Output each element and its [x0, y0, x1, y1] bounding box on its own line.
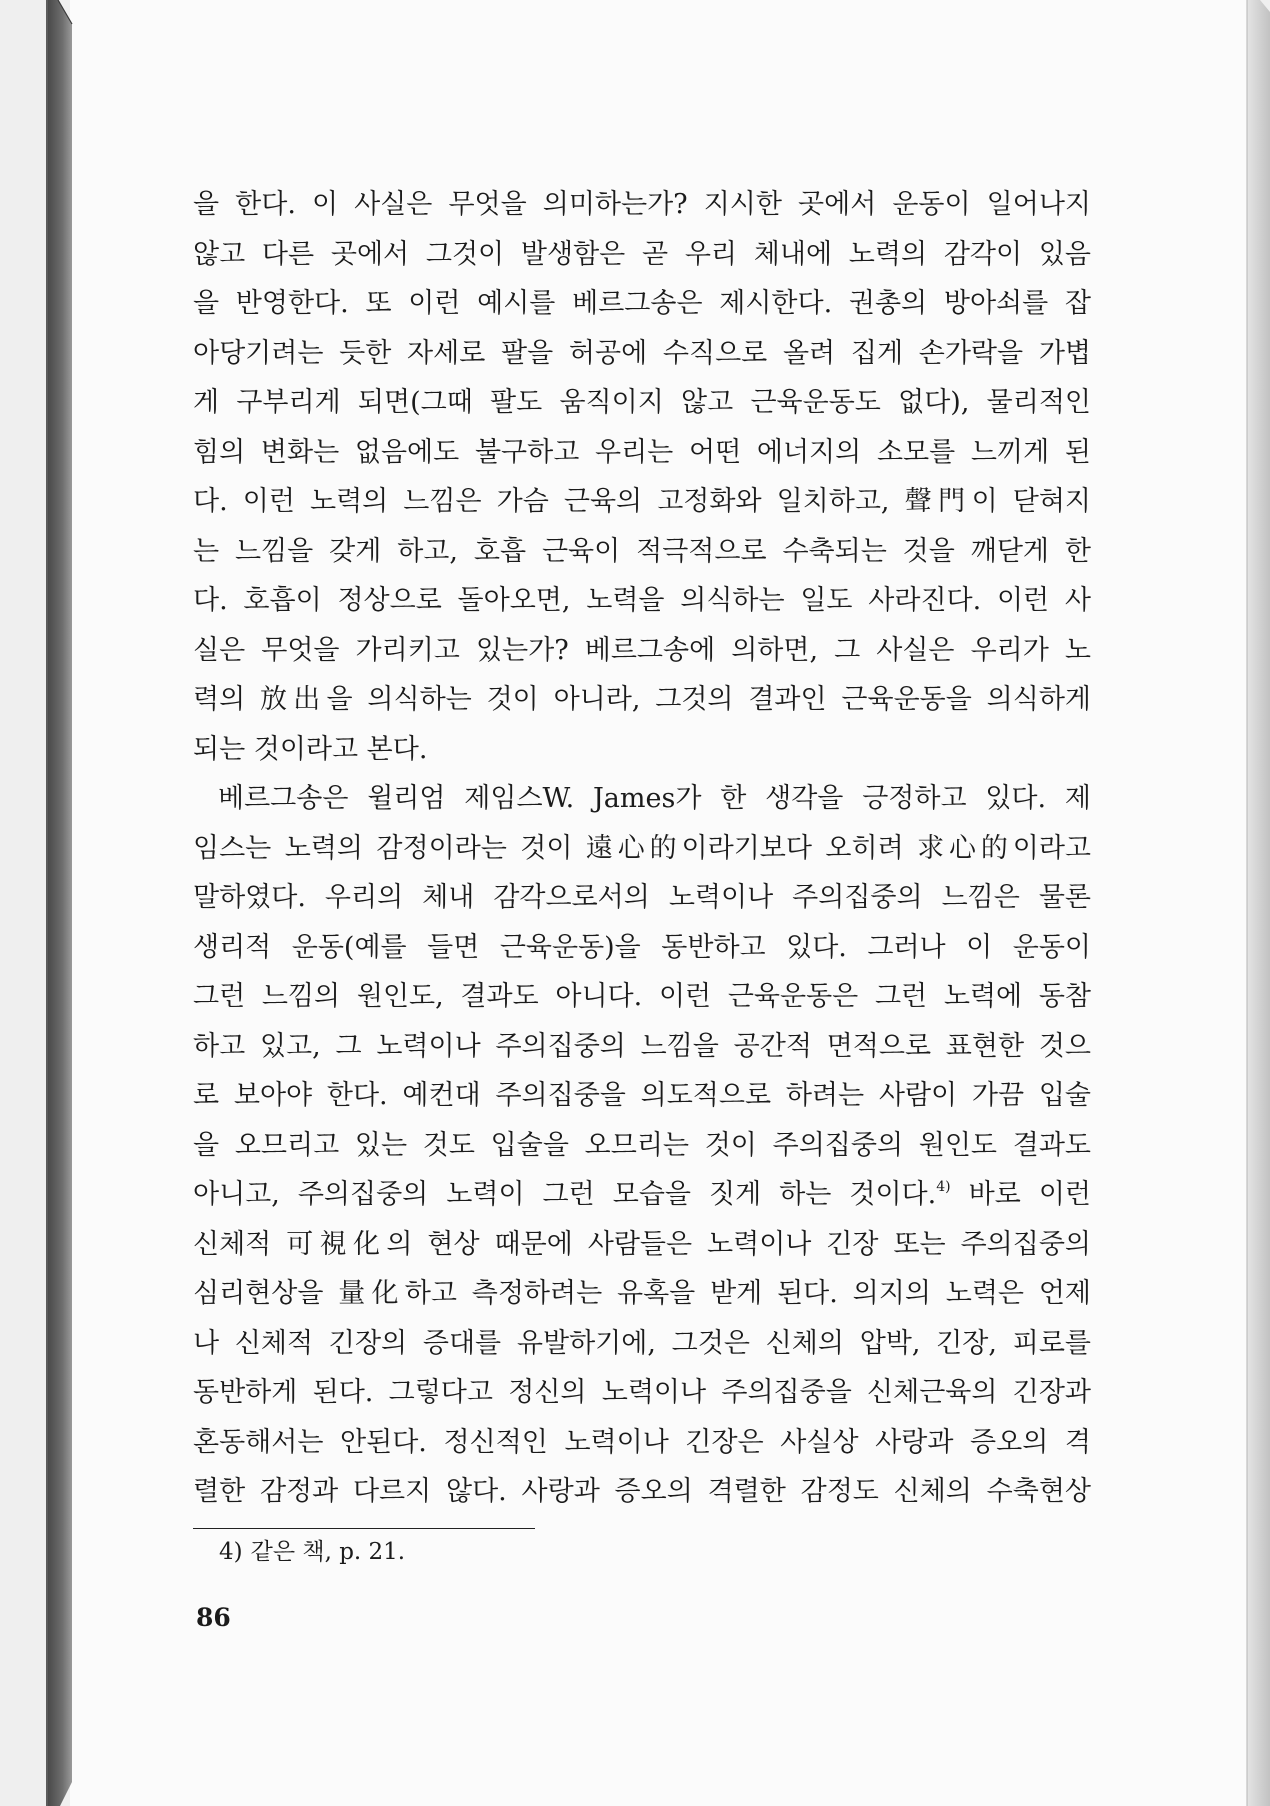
text-line: 하고 있고, 그 노력이나 주의집중의 느낌을 공간적 면적으로 표현한 것으	[193, 1030, 1091, 1062]
text-line-paragraph-start: 베르그송은 윌리엄 제임스W. James가 한 생각을 긍정하고 있다. 제	[218, 783, 1091, 814]
text-line: 말하였다. 우리의 체내 감각으로서의 노력이나 주의집중의 느낌은 물론	[193, 882, 1091, 913]
text-line-paragraph-end: 되는 것이라고 본다.	[193, 733, 428, 765]
footnote-number: 4)	[219, 1539, 243, 1565]
text-line: 을 한다. 이 사실은 무엇을 의미하는가? 지시한 곳에서 운동이 일어나지	[193, 189, 1091, 220]
footnote-separator	[193, 1528, 535, 1529]
footnote-text: 같은 책, p. 21.	[250, 1539, 406, 1565]
text-line: 심리현상을 量化하고 측정하려는 유혹을 받게 된다. 의지의 노력은 언제	[193, 1278, 1091, 1309]
text-line: 나 신체적 긴장의 증대를 유발하기에, 그것은 신체의 압박, 긴장, 피로를	[193, 1327, 1091, 1359]
text-line: 동반하게 된다. 그렇다고 정신의 노력이나 주의집중을 신체근육의 긴장과	[193, 1377, 1091, 1408]
text-line: 그런 느낌의 원인도, 결과도 아니다. 이런 근육운동은 그런 노력에 동참	[193, 981, 1091, 1012]
text-line: 는 느낌을 갖게 하고, 호흡 근육이 적극적으로 수축되는 것을 깨닫게 한	[193, 535, 1091, 567]
text-line: 생리적 운동(예를 들면 근육운동)을 동반하고 있다. 그러나 이 운동이	[193, 931, 1091, 963]
text-line: 임스는 노력의 감정이라는 것이 遠心的이라기보다 오히려 求心的이라고	[193, 832, 1091, 864]
text-line: 력의 放出을 의식하는 것이 아니라, 그것의 결과인 근육운동을 의식하게	[193, 684, 1091, 715]
text-line: 게 구부리게 되면(그때 팔도 움직이지 않고 근육운동도 없다), 물리적인	[193, 387, 1091, 418]
text-line: 않고 다른 곳에서 그것이 발생함은 곧 우리 체내에 노력의 감각이 있음	[193, 238, 1091, 270]
text-line: 힘의 변화는 없음에도 불구하고 우리는 어떤 에너지의 소모를 느끼게 된	[193, 436, 1091, 468]
footnote	[219, 1536, 405, 1568]
text-line: 신체적 可視化의 현상 때문에 사람들은 노력이나 긴장 또는 주의집중의	[193, 1228, 1091, 1260]
footnote-reference: 4)	[936, 1179, 951, 1195]
text-line: 을 반영한다. 또 이런 예시를 베르그송은 제시한다. 권총의 방아쇠를 잡	[193, 288, 1091, 319]
text-line: 실은 무엇을 가리키고 있는가? 베르그송에 의하면, 그 사실은 우리가 노	[193, 634, 1091, 666]
text-segment: 바로 이런	[950, 1179, 1091, 1210]
page-number: 86	[196, 1603, 231, 1632]
text-line: 다. 호흡이 정상으로 돌아오면, 노력을 의식하는 일도 사라진다. 이런 사	[193, 585, 1091, 616]
text-segment: 아니고, 주의집중의 노력이 그런 모습을 짓게 하는 것이다.	[193, 1179, 937, 1210]
body-text	[193, 180, 1091, 1517]
text-line: 다. 이런 노력의 느낌은 가슴 근육의 고정화와 일치하고, 聲門이 닫혀지	[193, 486, 1091, 517]
text-line: 을 오므리고 있는 것도 입술을 오므리는 것이 주의집중의 원인도 결과도	[193, 1129, 1091, 1161]
page-edge-left	[48, 0, 72, 1806]
text-line: 로 보아야 한다. 예컨대 주의집중을 의도적으로 하려는 사람이 가끔 입술	[193, 1080, 1091, 1111]
text-line: 혼동해서는 안된다. 정신적인 노력이나 긴장은 사실상 사랑과 증오의 격	[193, 1426, 1091, 1458]
text-line: 렬한 감정과 다르지 않다. 사랑과 증오의 격렬한 감정도 신체의 수축현상	[193, 1476, 1091, 1507]
text-line: 아당기려는 듯한 자세로 팔을 허공에 수직으로 올려 집게 손가락을 가볍	[193, 337, 1091, 369]
page-edge-right	[1247, 0, 1270, 1806]
text-line-with-footnote-ref	[193, 1170, 1091, 1220]
